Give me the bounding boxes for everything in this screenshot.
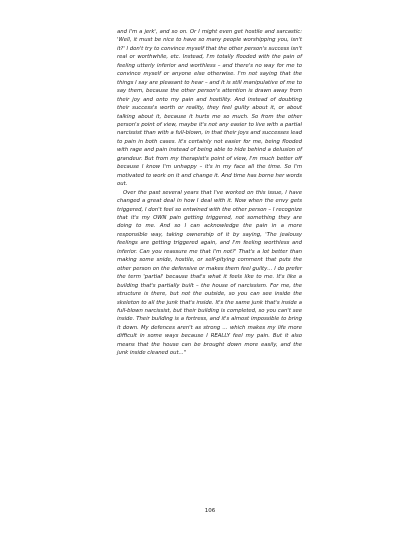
page-number: 106 [204, 508, 216, 514]
paragraph-2: Over the past several years that I've worked on this issue, I have changed a great deal in how I deal with it. Now when the envy gets triggered, I don't feel so entwined with the other person – I recognize that it's my OWN pain getting triggered, not something they are doing to me. And so I can acknowledge the pain in a more responsible way, taking ownership of it by saying, 'The jealousy feelings are getting triggered again, and I'm feeling worthless and inferior. Can you reassure me that I'm not?' That's a lot better than making some snide, hostile, or self-pitying comment that puts the other person on the defensive or makes them feel guilty… I do prefer the term 'partial' because that's what it feels like to me. It's like a building that's partially built – the house of narcissism. For me, the structure is there, but not the outside, so you can see inside the skeleton to all the junk that's inside. It's the same junk that's inside a full-blown narcissist, but their building is completed, so you can't see inside. Their building is a fortress, and it's almost impossible to bring it down. My defences aren't as strong … which makes my life more difficult in some ways because I REALLY feel my pain. But it also means that the house can be brought down more easily, and the junk inside cleaned out…" [117, 189, 302, 357]
body-text [117, 28, 302, 358]
paragraph-1: and I'm a jerk', and so on. Or I might even get hostile and sarcastic: 'Well, it must be nice to have so many people worshipping you, isn't it?' I don't try to convince myself that the other person's success isn't real or worthwhile, etc. Instead, I'm totally flooded with the pain of feeling utterly inferior and worthless – and there's no way for me to convince myself or anyone else otherwise. I'm not saying that the things I say are pleasant to hear – and it is still manipulative of me to say them, because the other person's attention is drawn away from their joy and onto my pain and hostility. And instead of doubting their success's worth or reality, they feel guilty about it, or about talking about it, because it hurts me so much. So from the other person's point of view, maybe it's not any easier to live with a partial narcissist than with a full-blown, in that their joys and successes lead to pain in both cases. It's certainly not easier for me, being flooded with rage and pain instead of being able to hide behind a delusion of grandeur. But from my therapist's point of view, I'm much better off because I know I'm unhappy – it's in my face all the time. So I'm motivated to work on it and change it. And time has borne her words out. [117, 29, 302, 188]
